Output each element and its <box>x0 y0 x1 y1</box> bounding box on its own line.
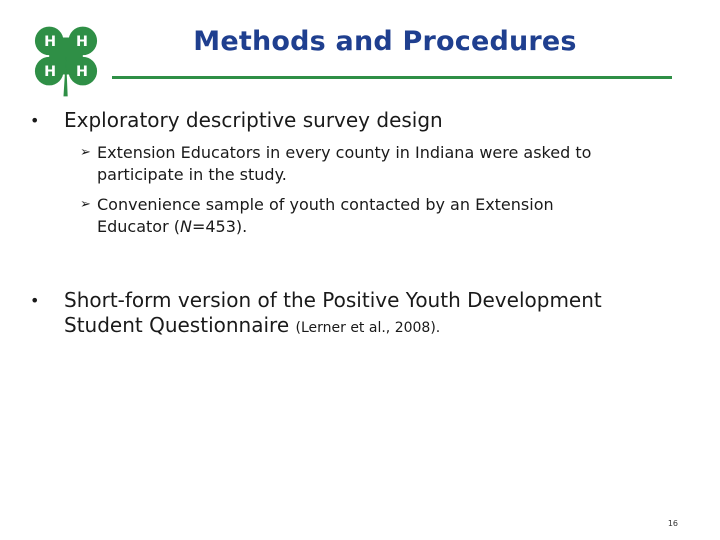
citation: (Lerner et al., 2008). <box>295 320 441 336</box>
sub-bullet-line: Educator ( <box>97 217 180 236</box>
sub-bullet-text <box>97 194 657 238</box>
sub-bullet-line: Extension Educators in every county in Indiana were asked to <box>97 143 592 162</box>
svg-text:H: H <box>44 64 57 81</box>
bullet-text <box>64 288 602 341</box>
round-bullet-icon: • <box>30 291 40 310</box>
four-h-clover-logo-icon <box>24 14 108 98</box>
bullet-text: Exploratory descriptive survey design <box>64 108 443 132</box>
round-bullet-icon: • <box>30 111 40 130</box>
bullet-line: Student Questionnaire <box>64 313 290 337</box>
svg-text:H: H <box>75 64 88 81</box>
title-underline <box>112 76 672 79</box>
slide-title: Methods and Procedures <box>193 26 577 57</box>
sub-bullet-line: participate in the study. <box>97 165 287 184</box>
svg-text:H: H <box>44 33 57 50</box>
svg-text:H: H <box>75 33 88 50</box>
sample-size-value: =453). <box>191 217 248 236</box>
arrow-bullet-icon: ➢ <box>80 197 91 212</box>
page-number: 16 <box>667 519 678 528</box>
bullet-line: Short-form version of the Positive Youth Development <box>64 288 602 312</box>
arrow-bullet-icon: ➢ <box>80 145 91 160</box>
sub-bullet-line: Convenience sample of youth contacted by an Extension <box>97 195 554 214</box>
sub-bullet-text <box>97 142 657 186</box>
sample-size-symbol: N <box>179 217 192 236</box>
